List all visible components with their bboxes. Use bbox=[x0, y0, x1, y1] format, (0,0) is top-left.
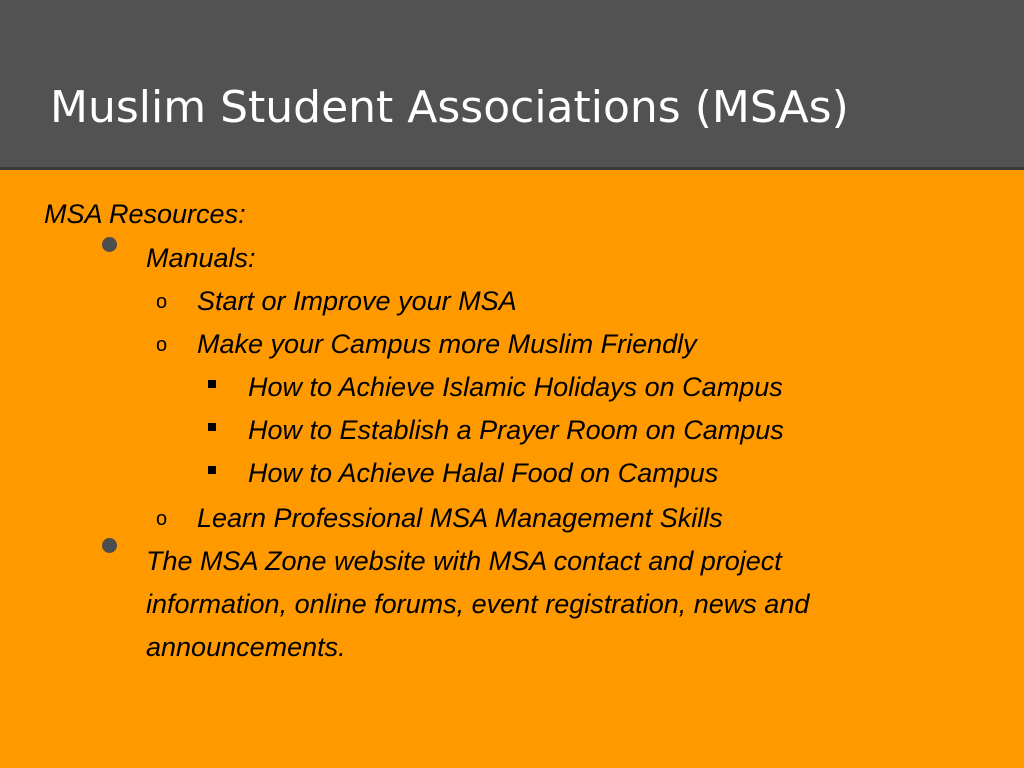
subitem-halal-food: How to Achieve Halal Food on Campus bbox=[248, 458, 719, 488]
subitem-prayer-room: How to Establish a Prayer Room on Campus bbox=[248, 415, 784, 445]
circle-bullet-icon: o bbox=[156, 508, 168, 530]
manual-item-friendly: Make your Campus more Muslim Friendly bbox=[197, 329, 697, 359]
zone-line-3: announcements. bbox=[146, 632, 346, 662]
square-bullet-icon bbox=[208, 466, 216, 474]
subitem-holidays: How to Achieve Islamic Holidays on Campus bbox=[248, 372, 783, 402]
square-bullet-icon bbox=[208, 380, 216, 388]
manual-item-start: Start or Improve your MSA bbox=[197, 286, 517, 316]
resources-heading: MSA Resources: bbox=[44, 199, 246, 229]
slide-content bbox=[0, 170, 1024, 768]
square-bullet-icon bbox=[208, 423, 216, 431]
zone-line-2: information, online forums, event registration, news and bbox=[146, 589, 810, 619]
manual-item-skills: Learn Professional MSA Management Skills bbox=[197, 503, 723, 533]
bullet-dot-icon bbox=[102, 237, 117, 252]
manuals-label: Manuals: bbox=[146, 243, 256, 273]
zone-line-1: The MSA Zone website with MSA contact and project bbox=[146, 546, 782, 576]
bullet-dot-icon bbox=[102, 538, 117, 553]
slide-title: Muslim Student Associations (MSAs) bbox=[50, 82, 849, 133]
title-bar bbox=[0, 0, 1024, 170]
circle-bullet-icon: o bbox=[156, 291, 168, 313]
circle-bullet-icon: o bbox=[156, 334, 168, 356]
